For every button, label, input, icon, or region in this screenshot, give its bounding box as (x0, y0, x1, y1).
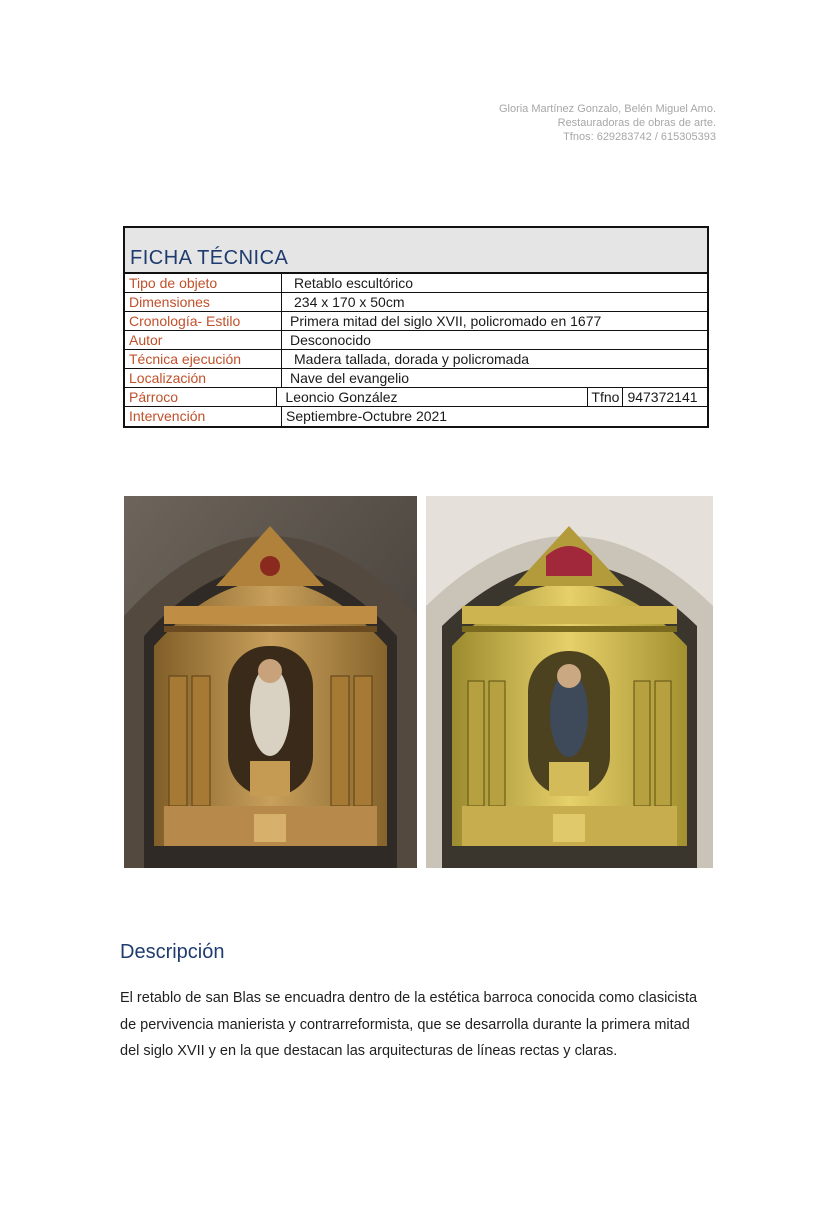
row-label-object-type: Tipo de objeto (125, 274, 282, 292)
description-heading: Descripción (120, 941, 225, 963)
row-value-chronology: Primera mitad del siglo XVII, policromado en 1677 (290, 313, 602, 329)
row-value-technique: Madera tallada, dorada y policromada (294, 351, 530, 367)
row-value-dimensions: 234 x 170 x 50cm (294, 294, 405, 310)
row-value-author: Desconocido (290, 332, 371, 348)
row-value-object-type: Retablo escultórico (294, 275, 414, 291)
row-label-chronology: Cronología- Estilo (125, 312, 282, 330)
table-row (125, 331, 707, 350)
restorers-header (499, 102, 716, 144)
row-value-location: Nave del evangelio (290, 370, 410, 386)
row-label-parish-priest: Párroco (125, 388, 277, 406)
row-label-author: Autor (125, 331, 282, 349)
header-line-profession: Restauradoras de obras de arte. (557, 117, 716, 129)
row-value-phone: 947372141 (627, 389, 698, 405)
row-label-intervention: Intervención (125, 407, 282, 426)
header-line-names: Gloria Martínez Gonzalo, Belén Miguel Amo. (498, 103, 716, 115)
technical-sheet-title: FICHA TÉCNICA (130, 247, 289, 269)
table-row (125, 407, 707, 426)
altarpiece-photo-after (426, 496, 713, 868)
description-paragraph: El retablo de san Blas se encuadra dentro de la estética barroca conocida como clasicista de pervivencia manierista y contrarreformista, que se desarrolla durante la primera mitad del siglo XVII y en la que destacan las arquitecturas de líneas rectas y claras. (120, 990, 698, 1059)
row-label-location: Localización (125, 369, 282, 387)
row-label-technique: Técnica ejecución (125, 350, 282, 368)
row-value-intervention: Septiembre-Octubre 2021 (286, 408, 448, 424)
table-row (125, 312, 707, 331)
row-label-phone: Tfno (587, 388, 623, 406)
altarpiece-photo-before (124, 496, 417, 868)
header-line-phones: Tfnos: 629283742 / 615305393 (563, 131, 716, 143)
table-row (125, 293, 707, 312)
table-row (125, 369, 707, 388)
technical-sheet-title-bar (125, 228, 707, 274)
row-label-dimensions: Dimensiones (125, 293, 282, 311)
table-row (125, 388, 707, 407)
technical-sheet-table (123, 226, 709, 428)
table-row (125, 350, 707, 369)
table-row (125, 274, 707, 293)
row-value-parish-priest: Leoncio González (285, 389, 398, 405)
